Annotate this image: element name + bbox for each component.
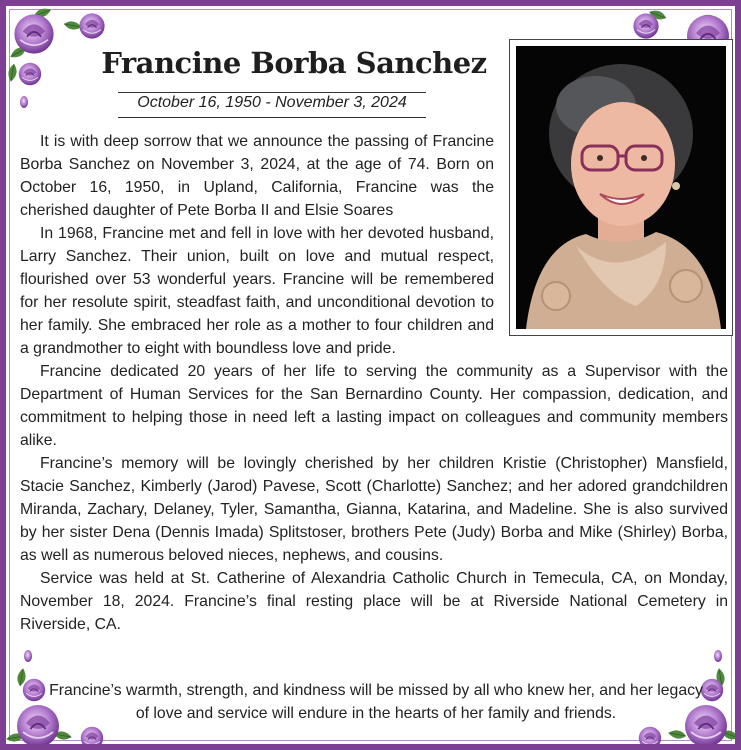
title-rule: [118, 92, 426, 93]
paragraph-family: Francine’s memory will be lovingly cherished by her children Kristie (Christopher) Mansfield, Stacie Sanchez, Kimberly (Jarod) Pavese, Scott (Charlotte) Sanchez; and her adored grandchildren Miranda, Zachary, Delaney, Tyler, Samantha, Gianna, Katarina, and Madeline. She is also survived by her sister Dena (Dennis Imada) Splitstoser, brothers Pete (Judy) Borba and Mike (Shirley) Borba, as well as numerous beloved nieces, nephews, and cousins.: [20, 455, 728, 564]
paragraph-career: Francine dedicated 20 years of her life to serving the community as a Supervisor with the Department of Human Services for the San Bernardino County. Her compassion, dedication, and commitment to helping those in need left a lasting impact on colleagues and community members alike.: [20, 363, 728, 449]
closing-statement: Francine’s warmth, strength, and kindness will be missed by all who knew her, and her legacy of love and service will endure in the hearts of her family and friends.: [49, 682, 703, 722]
deceased-name: Francine Borba Sanchez: [101, 46, 487, 80]
paragraph-service: Service was held at St. Catherine of Alexandria Catholic Church in Temecula, CA, on Monday, November 18, 2024. Francine’s final resting place will be at Riverside National Cemetery in Riverside, CA.: [20, 570, 728, 633]
dates-rule: [118, 117, 426, 118]
obituary-text: [20, 130, 728, 636]
life-dates: October 16, 1950 - November 3, 2024: [137, 94, 407, 111]
paragraph-marriage: In 1968, Francine met and fell in love with her devoted husband, Larry Sanchez. Their union, built on love and mutual respect, flourished over 53 wonderful years. Francine will be remembered for her resolute spirit, steadfast faith, and unconditional devotion to her family. She embraced her role as a mother to four children and a grandmother to eight with boundless love and pride.: [20, 225, 494, 357]
paragraph-intro: It is with deep sorrow that we announce the passing of Francine Borba Sanchez on November 3, 2024, at the age of 74. Born on October 16, 1950, in Upland, California, Francine was the cherished daughter of Pete Borba II and Elsie Soares: [20, 133, 494, 219]
